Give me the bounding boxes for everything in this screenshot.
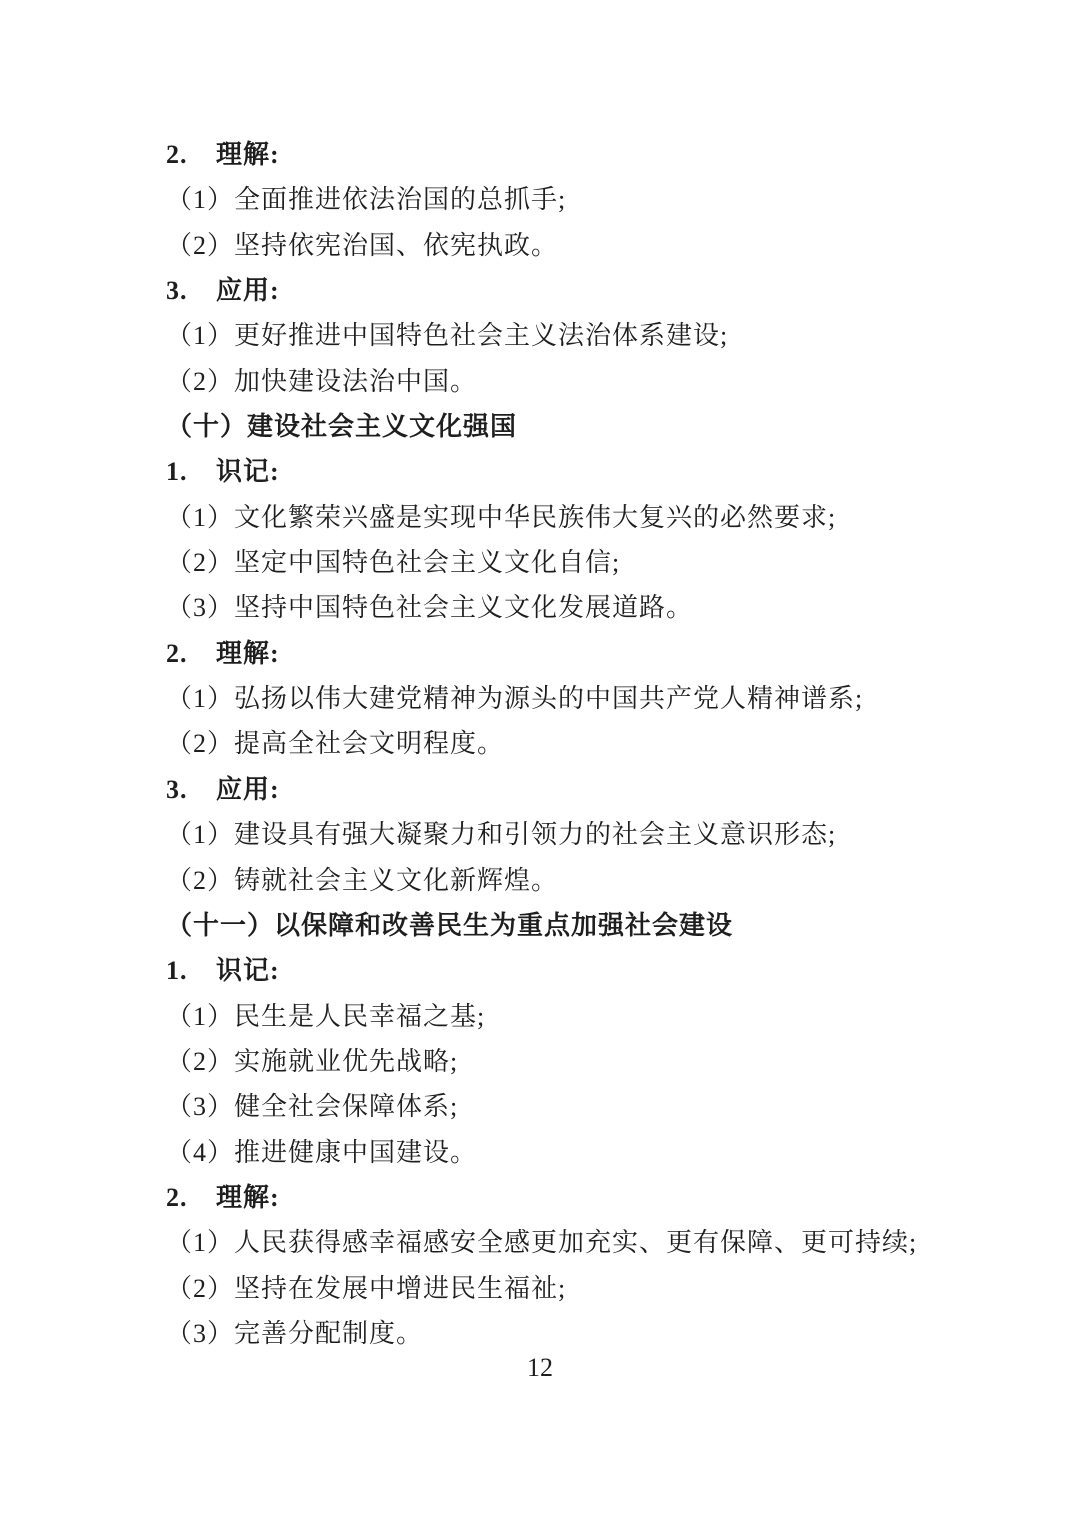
heading-number: 2. <box>166 638 188 668</box>
list-item: （1）弘扬以伟大建党精神为源头的中国共产党人精神谱系; <box>166 684 864 714</box>
numbered-heading <box>166 631 1020 676</box>
heading-label: 理解: <box>216 140 280 169</box>
list-item: （1）更好推进中国特色社会主义法治体系建设; <box>166 321 729 351</box>
numbered-heading <box>166 449 1020 494</box>
heading-number: 3. <box>166 276 188 306</box>
heading-number: 2. <box>166 140 188 169</box>
list-item: （2）铸就社会主义文化新辉煌。 <box>166 865 559 895</box>
heading-number: 1. <box>166 956 188 986</box>
list-item: （2）坚定中国特色社会主义文化自信; <box>166 548 621 578</box>
numbered-heading <box>166 948 1020 993</box>
heading-number: 1. <box>166 457 188 487</box>
list-item: （3）坚持中国特色社会主义文化发展道路。 <box>166 593 694 623</box>
section-heading: （十一）以保障和改善民生为重点加强社会建设 <box>166 910 734 940</box>
heading-number: 3. <box>166 774 188 804</box>
heading-label: 应用: <box>216 276 280 306</box>
list-item: （4）推进健康中国建设。 <box>166 1137 478 1167</box>
list-item: （1）全面推进依法治国的总抓手; <box>166 185 567 215</box>
heading-label: 理解: <box>216 1182 280 1212</box>
list-item: （1）人民获得感幸福感安全感更加充实、更有保障、更可持续; <box>166 1228 918 1258</box>
list-item: （3）健全社会保障体系; <box>166 1092 459 1122</box>
heading-label: 识记: <box>216 956 280 986</box>
list-item: （1）民生是人民幸福之基; <box>166 1001 486 1031</box>
page-number: 12 <box>527 1353 553 1383</box>
list-item: （2）坚持依宪治国、依宪执政。 <box>166 230 559 260</box>
list-item: （2）提高全社会文明程度。 <box>166 729 505 759</box>
list-item: （1）建设具有强大凝聚力和引领力的社会主义意识形态; <box>166 820 837 850</box>
heading-label: 识记: <box>216 457 280 487</box>
numbered-heading <box>166 767 1020 812</box>
list-item: （2）实施就业优先战略; <box>166 1046 459 1076</box>
list-item: （1）文化繁荣兴盛是实现中华民族伟大复兴的必然要求; <box>166 502 837 532</box>
numbered-heading <box>166 1175 1020 1220</box>
numbered-heading <box>166 268 1020 313</box>
heading-number: 2. <box>166 1182 188 1212</box>
list-item: （2）坚持在发展中增进民生福祉; <box>166 1273 567 1303</box>
heading-label: 理解: <box>216 638 280 668</box>
numbered-heading <box>166 132 1020 177</box>
section-heading: （十）建设社会主义文化强国 <box>166 412 518 442</box>
list-item: （3）完善分配制度。 <box>166 1318 424 1348</box>
list-item: （2）加快建设法治中国。 <box>166 366 478 396</box>
heading-label: 应用: <box>216 774 280 804</box>
